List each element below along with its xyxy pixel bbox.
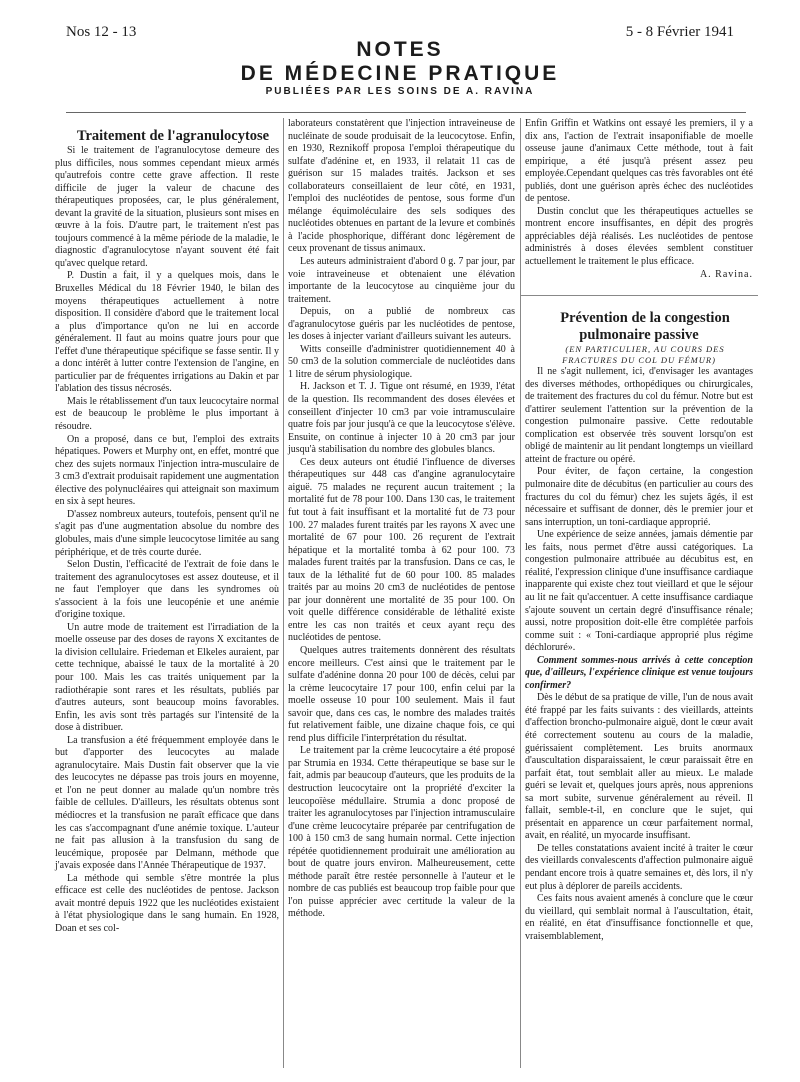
paragraph: P. Dustin a fait, il y a quelques mois, dans le Bruxelles Médical du 18 Février 1940, le bilan des moyens thérapeutiques actuellement à notre disposition. Il considère d'abord que le traitement local a plus d'importance qu'on ne lui en accorde généralement. Il faut au moins quatre jours pour que l'effet d'une thérapeutique spécifique se fasse sentir. Il y a donc intérêt à lutter contre l'extension de l'angine, en particulier par de fréquentes irrigations au Dakin et par l'ablation des tissus nécrosés. [55,270,279,395]
article-divider [520,295,758,296]
paragraph: Il ne s'agit nullement, ici, d'envisager les avantages des diverses méthodes, orthopédiques ou chirurgicales, de traitement des fractures du col du fémur. Notre but est d'attirer seulement l'attention sur la prévention de la congestion pulmonaire passive. Cette redoutable complication est observée très souvent lorsqu'on est obligé de maintenir au lit pendant longtemps un vieillard atteint de fracture ou opéré. [525,366,753,465]
paragraph: Ces faits nous avaient amenés à conclure que le cœur du vieillard, qui semblait normal à l'auscultation, était, en réalité, en état d'insuffisance fonctionnelle et que, vraisemblablement, [525,893,753,942]
column-1 [55,128,279,935]
signature-text: A. Ravina. [699,268,753,280]
masthead-subtitle: PUBLIÉES PAR LES SOINS DE A. RAVINA [265,86,535,97]
paragraph: Un autre mode de traitement est l'irradiation de la moelle osseuse par des doses de rayons X excitantes de la division cellulaire. Friedeman et Elkeles auraient, par cette technique, abaissé le taux de la mortalité à 20 pour 100. Mais les cas traités uniquement par la radiothérapie sont rares et les résultats, publiés par d'autres auteurs, sont beaucoup moins favorables. Enfin, les avis sont très partagés sur l'intensité de la dose à distribuer. [55,621,279,734]
paragraph: Depuis, on a publié de nombreux cas d'agranulocytose guéris par les nucléotides de pentose, les doses à injecter variant d'ailleurs suivant les auteurs. [288,306,515,343]
paragraph: Witts conseille d'administrer quotidiennement 40 à 50 cm3 de la solution commerciale de nucléotides dans 1 litre de sérum physiologique. [288,343,515,380]
signature [525,269,753,282]
paragraph: laborateurs constatèrent que l'injection intraveineuse de nucléinate de soude produisait de la leucocytose. Enfin, en 1930, Reznikoff proposa l'emploi thérapeutique du sulfate d'adénine et, en 1933, il relatait 11 cas de guérison sur 15 malades traités. Jackson et ses collaborateurs conseillaient de leur côté, en 1931, l'emploi des nucléotides de pentose, sous forme d'un mélange équimoléculaire des sels sodiques des nucléotides obtenues en partant de la levure et combinés à l'acide phosphorique, différant donc légèrement de ceux provenant de tissus animaux. [288,118,515,255]
paragraph: Enfin Griffin et Watkins ont essayé les premiers, il y a dix ans, l'action de l'extrait insaponifiable de moelle osseuse jaune d'animaux Cette méthode, tout à fait empirique, a été jusqu'à présent assez peu employée.Cependant quelques cas très favorables ont été publiés, dont une guérison après échec des nucléotides de pentose. [525,118,753,205]
paragraph: La transfusion a été fréquemment employée dans le but d'apporter des leucocytes au malade agranulocytaire. Mais Dustin fait observer que la vie des leucocytes ne dépasse pas trois jours en moyenne, et l'on ne peut donner au malade qu'un nombre très faible de cellules. D'ailleurs, les résultats obtenus sont médiocres et la transfusion ne paraît efficace que dans les cas s'accompagnant d'une anémie toxique. L'auteur ne fait pas allusion à la transfusion du sang de leucémique, proposée par Delmann, méthode que j'avais exposée dans l'Année Thérapeutique de 1937. [55,734,279,872]
paragraph: Une expérience de seize années, jamais démentie par les faits, nous permet d'être aussi catégoriques. La congestion pulmonaire attribuée au décubitus est, en réalité, l'expression clinique d'une insuffisance cardiaque inapparente qui existe chez tout vieillard et que le séjour au lit ne fait qu'accentuer. A cette insuffisance cardiaque s'ajoute souvent un certain degré d'insuffisance rénale; aussi, notre proposition doit-elle être complétée parfois comme suit : « Toni-cardiaque approprié plus régime déchloruré». [525,529,753,654]
article-title: Prévention de la congestion pulmonaire passive [560,310,730,344]
column-3 [525,118,753,943]
issue-number: Nos 12 - 13 [66,24,137,40]
paragraph: Selon Dustin, l'efficacité de l'extrait de foie dans le traitement des agranulocytoses est assez douteuse, et il ne faut l'employer que dans les syndromes où s'associent à la fois une leucopénie et une anémie d'origine toxique. [55,559,279,621]
column-divider [283,118,284,1068]
paragraph: Ces deux auteurs ont étudié l'influence de diverses thérapeutiques sur 448 cas d'angine agranulocytaire aiguë. 75 malades ne reçurent aucun traitement ; la mortalité fut de 78 pour 100. Dans 130 cas, le traitement fut tout à fait insuffisant et la mortalité fut de 73 pour 100. 27 malades furent traités par les rayons X avec une mortalité de 67 pour 100. 26 reçurent de l'extrait hépatique et la mortalité tomba à 62 pour 100. 73 malades furent traités par la transfusion. Dans ce cas, le taux de la léthalité fut de 60 pour 100. 85 malades traités par au moins 20 cm3 de nucléotides de pentose par jour donnèrent une mortalité de 35 pour 100. On voit quelle différence considérable de léthalité existe entre les cas non traités et ceux ayant reçu des nucléotides de pentose. [288,456,515,644]
paragraph: D'assez nombreux auteurs, toutefois, pensent qu'il ne s'agit pas d'une augmentation absolue du nombre des globules, mais d'une simple leucocytose limitée au sang périphérique, et de très courte durée. [55,508,279,558]
paragraph: H. Jackson et T. J. Tigue ont résumé, en 1939, l'état de la question. Ils recommandent des doses élevées et conseillent d'injecter 10 cm3 par voie intramusculaire quatre fois par jour jusqu'à ce que la leucocytose s'élève. Ensuite, on continue à injecter 10 à 20 cm3 par jour jusqu'à stabilisation du nombre des globules blancs. [288,381,515,456]
paragraph: Dustin conclut que les thérapeutiques actuelles se montrent encore insuffisantes, en dépit des progrès appréciables déjà réalisés. Les nucléotides de pentose administrés à doses élevées semblent constituer actuellement le traitement le plus efficace. [525,205,753,268]
paragraph: Si le traitement de l'agranulocytose demeure des plus difficiles, nous sommes cependant mieux armés qu'autrefois contre cette grave affection. Il reste difficile de juger la valeur de chacune des thérapeutiques proposées, car, le plus généralement, devant la gravité de la situation, plusieurs sont mises en œuvre à la fois. D'autre part, le traitement n'est pas toujours commencé à la même période de la maladie, le diagnostic d'agranulocytose n'ayant souvent été fait qu'avec quelque retard. [55,145,279,269]
paragraph: Les auteurs administraient d'abord 0 g. 7 par jour, par voie intraveineuse et obtenaient une élévation importante de la leucocytose au cinquième jour du traitement. [288,256,515,305]
paragraph: La méthode qui semble s'être montrée la plus efficace est celle des nucléotides de pentose. Jackson avait montré depuis 1922 que les nucléotides existaient à l'état physiologique dans le sang humain. En 1928, Doan et ses col- [55,872,279,934]
header-rule [66,112,746,113]
paragraph: On a proposé, dans ce but, l'emploi des extraits hépatiques. Powers et Murphy ont, en effet, montré que chez des sujets normaux l'injection intra-musculaire de 3 cm3 d'extrait produisait rapidement une augmentation élective des polynucléaires qui atteignait son maximum en six à sept heures. [55,433,279,508]
article-title: Traitement de l'agranulocytose [76,128,270,144]
paragraph: Pour éviter, de façon certaine, la congestion pulmonaire dite de décubitus (en particulier au cours des fractures du col du fémur) chez les sujets âgés, il est nécessaire et suffisant de donner, dès le premier jour et sans interruption, un toni-cardiaque approprié. [525,466,753,528]
paragraph: Le traitement par la crème leucocytaire a été proposé par Strumia en 1934. Cette thérapeutique se base sur le fait, admis par beaucoup d'auteurs, que les produits de la destruction leucocytaire ont la propriété d'exciter la leucopoïèse médullaire. Strumia a donc proposé de traiter les agranulocytoses par l'injection intramusculaire d'une crème leucocytaire préparée par centrifugation de 100 à 150 cm3 de sang humain normal. Cette injection répétée quotidiennement produirait une amélioration au bout de quatre jours environ. Malheureusement, cette méthode paraît être restée personnelle à l'auteur et le nombre de cas publiés est beaucoup trop faible pour que l'on puisse apprécier avec certitude la valeur de la méthode. [288,745,515,920]
column-divider [520,118,521,1068]
column-2 [288,118,515,921]
masthead-title-line2: DE MÉDECINE PRATIQUE [240,62,560,85]
masthead-title [0,38,800,86]
paragraph: Quelques autres traitements donnèrent des résultats encore meilleurs. C'est ainsi que le traitement par le sulfate d'adénine donna 20 pour 100 de décès, celui par la crème leucocytaire 17 pour 100, enfin celui par la moelle osseuse 10 pour 100 seulement. Mais il faut savoir que, dans ces cas, le nombre des malades traités fut relativement faible, une dizaine chaque fois, ce qui rend plus difficile l'interprétation du résultat. [288,644,515,744]
paragraph: Dès le début de sa pratique de ville, l'un de nous avait été frappé par les faits suivants : des vieillards, atteints d'affection broncho-pulmonaire aiguë, dont le cœur avait été correctement soutenu au cours de la maladie, guérissaient complètement. Les bruits anormaux d'auscultation disparaissaient, le cœur paraissait être en parfait état, tout semblait aller au mieux. Le malade guéri se levait et, quelques jours après, nous apprenions sa mort subite, survenue généralement au réveil. Il fallait, semble-t-il, en conclure que le sujet, qui présentait en apparence un cœur parfaitement normal, avait, en réalité, un myocarde insuffisant. [525,692,753,842]
issue-date: 5 - 8 Février 1941 [625,24,734,40]
paragraph: De telles constatations avaient incité à traiter le cœur des vieillards convalescents d'affection pulmonaire aiguë pendant encore trois à quatre semaines et, dès lors, il n'y eut plus à déplorer de pareils accidents. [525,842,753,892]
paragraph: Comment sommes-nous arrivés à cette conception que, d'ailleurs, l'expérience clinique est venue toujours confirmer? [525,654,753,691]
paragraph: Mais le rétablissement d'un taux leucocytaire normal est de beaucoup le problème le plus important à résoudre. [55,395,279,433]
masthead-title-line1: NOTES [356,38,444,61]
article-subtitle: (EN PARTICULIER, AU COURS DES FRACTURES DU COL DU FÉMUR) [562,344,725,366]
